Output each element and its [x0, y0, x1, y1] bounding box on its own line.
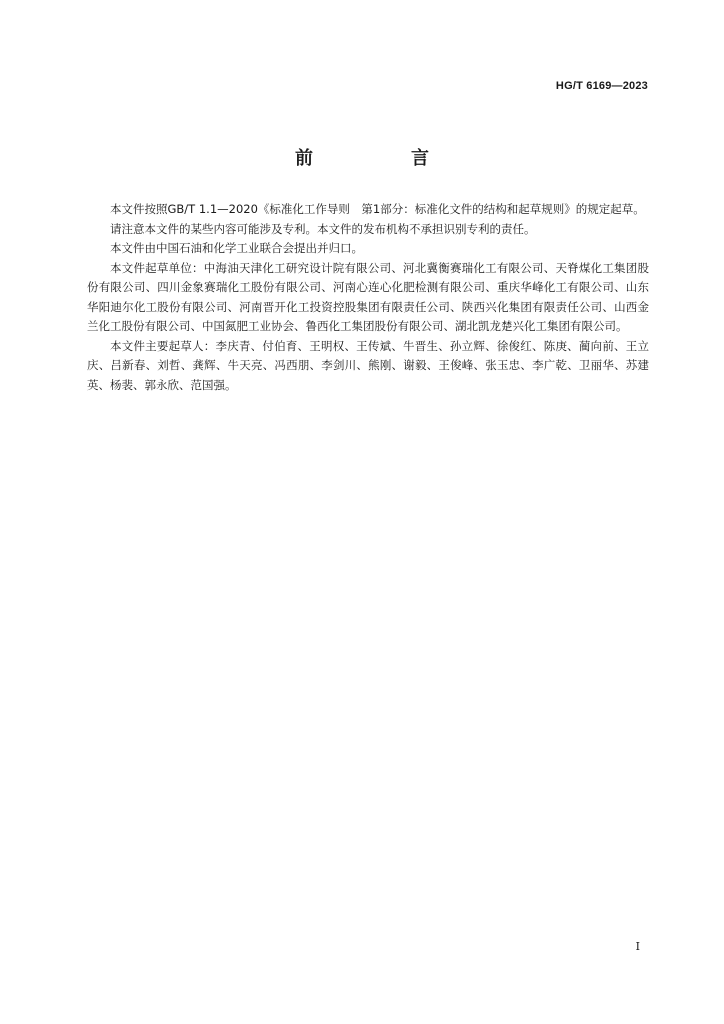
paragraph-drafting-units: 本文件起草单位：中海油天津化工研究设计院有限公司、河北冀衡赛瑞化工有限公司、天脊煤化工集团股份有限公司、四川金象赛瑞化工股份有限公司、河南心连心化肥检测有限公司、重庆华峰化工有限公司、山东华阳迪尔化工股份有限公司、河南晋开化工投资控股集团有限责任公司、陕西兴化集团有限责任公司、山西金兰化工股份有限公司、中国氮肥工业协会、鲁西化工集团股份有限公司、湖北凯龙楚兴化工集团有限公司。: [87, 260, 649, 333]
page-number: I: [635, 940, 640, 953]
paragraph-drafting-rules: 本文件按照GB/T 1.1—2020《标准化工作导则 第1部分：标准化文件的结构和起草规则》的规定起草。: [110, 202, 645, 216]
standard-code: HG/T 6169—2023: [555, 80, 648, 92]
paragraph-drafters: 本文件主要起草人：李庆青、付伯育、王明权、王传斌、牛晋生、孙立辉、徐俊红、陈庚、蔺向前、王立庆、吕新春、刘哲、龚辉、牛天亮、冯西朋、李剑川、熊刚、谢毅、王俊峰、张玉忠、李广乾、卫丽华、苏建英、杨裴、郭永欣、范国强。: [87, 338, 649, 392]
paragraph-proposer: 本文件由中国石油和化学工业联合会提出并归口。: [110, 241, 363, 255]
paragraph-patent-notice: 请注意本文件的某些内容可能涉及专利。本文件的发布机构不承担识别专利的责任。: [110, 221, 536, 236]
foreword-body: [87, 200, 649, 395]
page-title: 前 言: [295, 148, 469, 169]
